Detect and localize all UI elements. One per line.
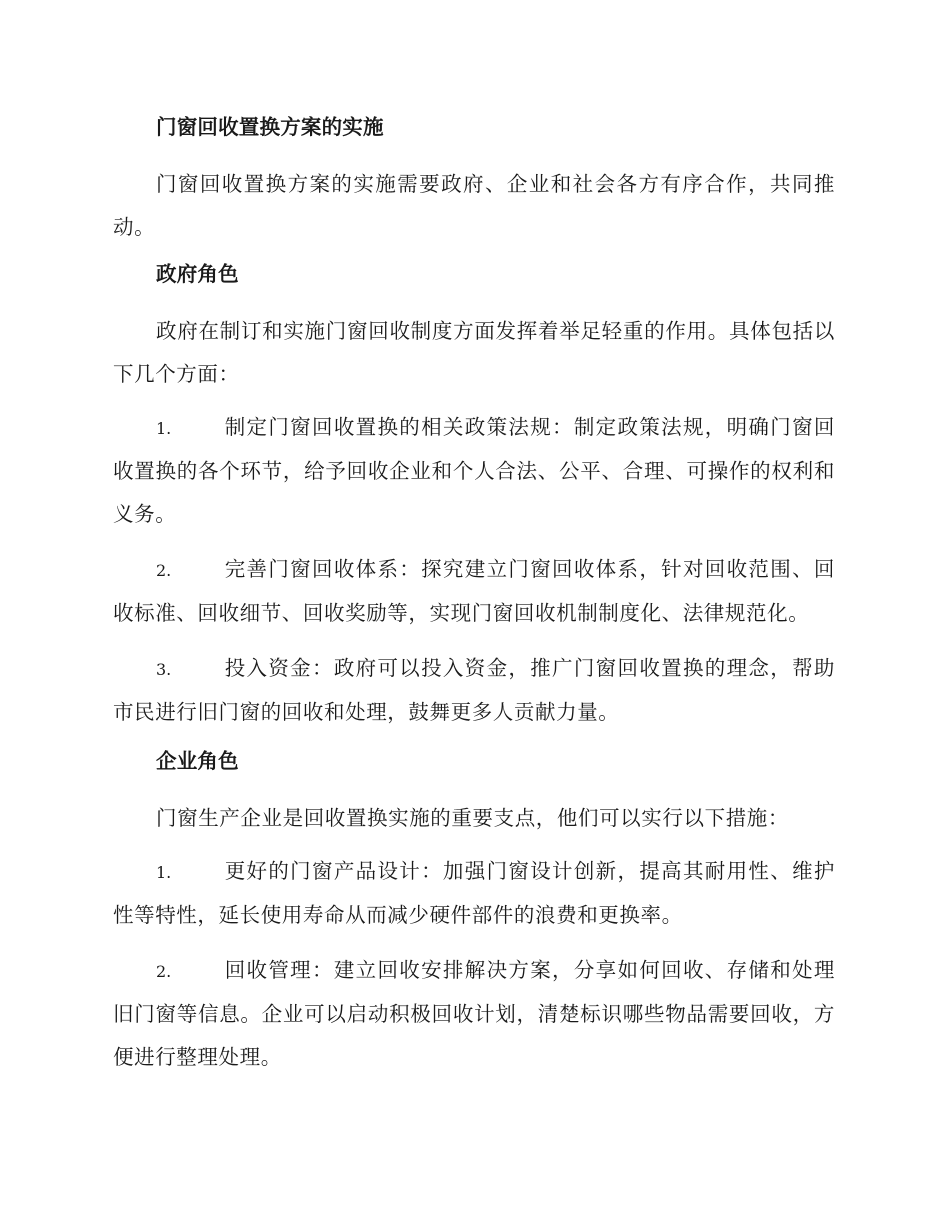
intro-paragraph: 门窗回收置换方案的实施需要政府、企业和社会各方有序合作，共同推动。 — [113, 172, 835, 239]
government-item-2 — [113, 548, 835, 635]
item-text: 回收管理：建立回收安排解决方案，分享如何回收、存储和处理旧门窗等信息。企业可以启动积极回收计划，清楚标识哪些物品需要回收，方便进行整理处理。 — [113, 958, 835, 1069]
item-number: 3. — [156, 660, 172, 679]
item-text: 更好的门窗产品设计：加强门窗设计创新，提高其耐用性、维护性等特性，延长使用寿命从而减少硬件部件的浪费和更换率。 — [113, 859, 835, 927]
item-text: 制定门窗回收置换的相关政策法规：制定政策法规，明确门窗回收置换的各个环节，给予回收企业和个人合法、公平、合理、可操作的权利和义务。 — [113, 415, 835, 526]
item-number: 1. — [156, 419, 172, 438]
enterprise-item-2 — [113, 949, 835, 1079]
government-item-3 — [113, 647, 835, 734]
item-number: 2. — [156, 561, 172, 580]
item-text: 投入资金：政府可以投入资金，推广门窗回收置换的理念，帮助市民进行旧门窗的回收和处理，鼓舞更多人贡献力量。 — [113, 656, 835, 724]
enterprise-intro: 门窗生产企业是回收置换实施的重要支点，他们可以实行以下措施： — [156, 806, 789, 830]
enterprise-heading: 企业角色 — [156, 749, 239, 773]
document-body — [113, 112, 835, 1091]
document-title: 门窗回收置换方案的实施 — [156, 115, 384, 139]
item-number: 1. — [156, 863, 172, 882]
item-number: 2. — [156, 962, 172, 981]
government-heading: 政府角色 — [156, 262, 239, 286]
government-item-1 — [113, 406, 835, 536]
enterprise-item-1 — [113, 850, 835, 937]
item-text: 完善门窗回收体系：探究建立门窗回收体系，针对回收范围、回收标准、回收细节、回收奖励等，实现门窗回收机制制度化、法律规范化。 — [113, 557, 835, 625]
government-intro: 政府在制订和实施门窗回收制度方面发挥着举足轻重的作用。具体包括以下几个方面： — [113, 319, 835, 386]
